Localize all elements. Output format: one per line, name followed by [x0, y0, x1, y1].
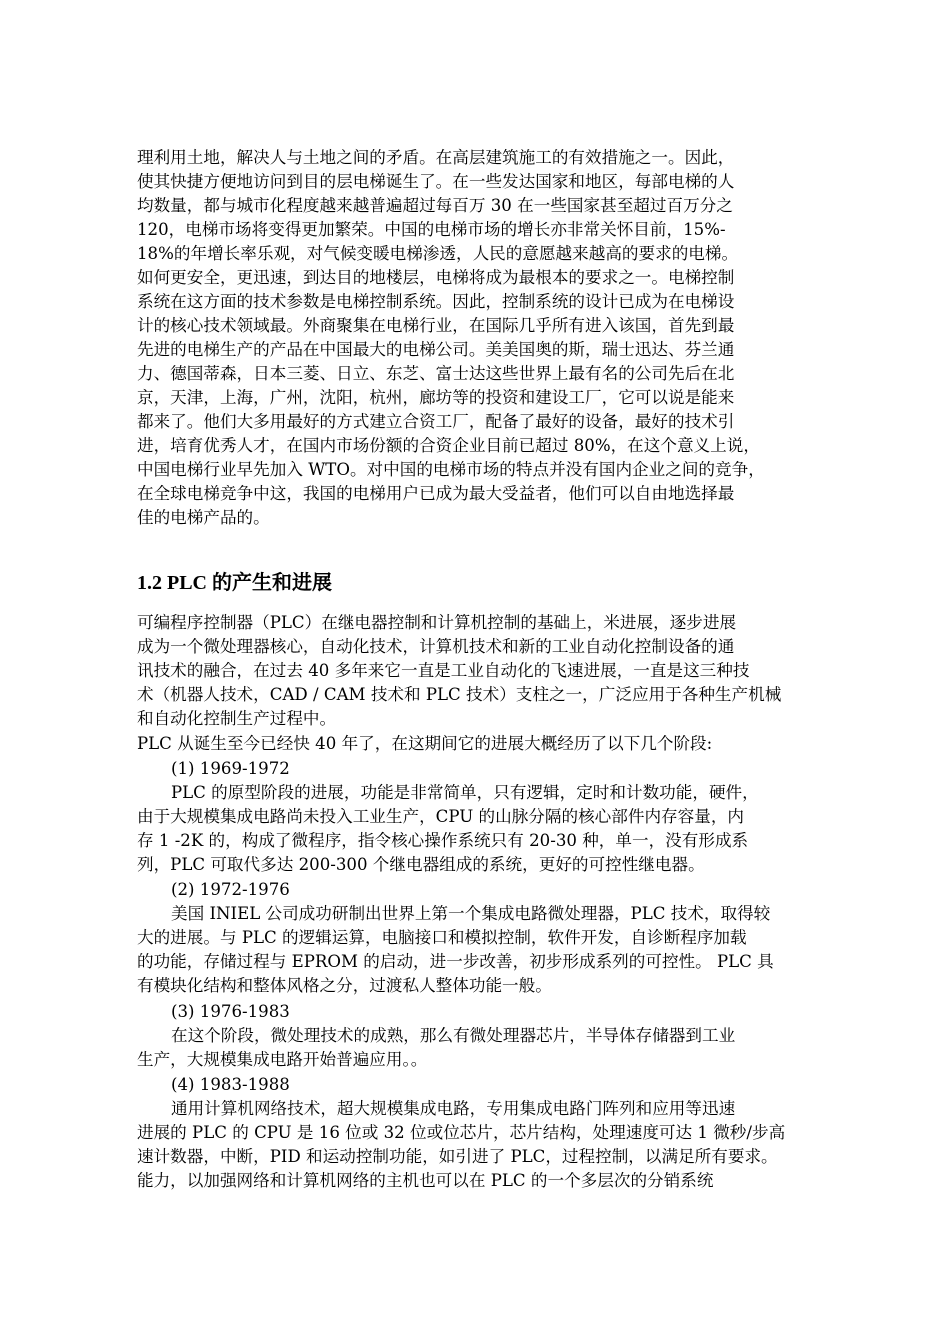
text-line: 力、德国蒂森，日本三菱、日立、东芝、富士达这些世界上最有名的公司先后在北: [137, 364, 735, 383]
text-line: 讯技术的融合，在过去 40 多年来它一直是工业自动化的飞速进展，一直是这三种技: [137, 661, 750, 680]
text-line: 由于大规模集成电路尚未投入工业生产，CPU 的山脉分隔的核心部件内存容量，内: [137, 807, 745, 826]
text-line: 在全球电梯竞争中这，我国的电梯用户已成为最大受益者，他们可以自由地选择最: [137, 484, 735, 503]
text-line: 通用计算机网络技术，超大规模集成电路，专用集成电路门阵列和应用等迅速: [171, 1099, 736, 1118]
text-line: 都来了。他们大多用最好的方式建立合资工厂，配备了最好的设备，最好的技术引: [137, 412, 735, 431]
stage-title: (3) 1976-1983: [171, 1002, 290, 1021]
text-line: 成为一个微处理器核心，自动化技术，计算机技术和新的工业自动化控制设备的通: [137, 637, 735, 656]
text-line: 先进的电梯生产的产品在中国最大的电梯公司。美美国奥的斯，瑞士迅达、芬兰通: [137, 340, 735, 359]
text-line: 使其快捷方便地访问到目的层电梯诞生了。在一些发达国家和地区，每部电梯的人: [137, 172, 735, 191]
text-line: 进展的 PLC 的 CPU 是 16 位或 32 位或位芯片，芯片结构，处理速度可达 1 微秒/步高: [137, 1123, 786, 1142]
text-line: 有模块化结构和整体风格之分，过渡私人整体功能一般。: [137, 976, 552, 995]
text-line: 佳的电梯产品的。: [137, 508, 270, 527]
text-line: 美国 INIEL 公司成功研制出世界上第一个集成电路微处理器，PLC 技术，取得较: [171, 904, 771, 923]
text-line: 列，PLC 可取代多达 200-300 个继电器组成的系统，更好的可控性继电器。: [137, 855, 705, 874]
text-line: 进，培育优秀人才，在国内市场份额的合资企业目前已超过 80%，在这个意义上说，: [137, 436, 760, 455]
paragraph-plc-stages-intro: PLC 从诞生至今已经快 40 年了，在这期间它的进展大概经历了以下几个阶段:: [137, 734, 713, 753]
text-line: 理利用土地，解决人与土地之间的矛盾。在高层建筑施工的有效措施之一。因此，: [137, 148, 735, 167]
text-line: 生产，大规模集成电路开始普遍应用。。: [137, 1050, 428, 1069]
stage-title: (4) 1983-1988: [171, 1075, 290, 1094]
text-line: 和自动化控制生产过程中。: [137, 709, 337, 728]
section-heading: 1.2 PLC 的产生和进展: [137, 572, 332, 594]
text-line: 如何更安全，更迅速，到达目的地楼层，电梯将成为最根本的要求之一。电梯控制: [137, 268, 735, 287]
text-line: 术（机器人技术，CAD / CAM 技术和 PLC 技术）支柱之一，广泛应用于各种生产机械: [137, 685, 782, 704]
text-line: 京，天津，上海，广州，沈阳，杭州，廊坊等的投资和建设工厂，它可以说是能来: [137, 388, 735, 407]
text-line: 存 1 -2K 的，构成了微程序，指令核心操作系统只有 20-30 种，单一，没有形成系: [137, 831, 749, 850]
text-line: 能力，以加强网络和计算机网络的主机也可以在 PLC 的一个多层次的分销系统: [137, 1171, 714, 1190]
text-line: 系统在这方面的技术参数是电梯控制系统。因此，控制系统的设计已成为在电梯设: [137, 292, 735, 311]
text-line: 均数量，都与城市化程度越来越普遍超过每百万 30 在一些国家甚至超过百万分之: [137, 196, 733, 215]
text-line: 速计数器，中断，PID 和运动控制功能，如引进了 PLC，过程控制，以满足所有要求。: [137, 1147, 778, 1166]
text-line: 120，电梯市场将变得更加繁荣。中国的电梯市场的增长亦非常关怀目前，15%-: [137, 220, 726, 239]
stage-title: (2) 1972-1976: [171, 880, 290, 899]
text-line: 计的核心技术领域最。外商聚集在电梯行业，在国际几乎所有进入该国，首先到最: [137, 316, 735, 335]
text-line: 中国电梯行业早先加入 WTO。对中国的电梯市场的特点并没有国内企业之间的竞争，: [137, 460, 765, 479]
text-line: PLC 的原型阶段的进展，功能是非常简单，只有逻辑，定时和计数功能，硬件，: [171, 783, 759, 802]
text-line: 在这个阶段，微处理技术的成熟，那么有微处理器芯片，半导体存储器到工业: [171, 1026, 736, 1045]
text-line: 的功能，存储过程与 EPROM 的启动，进一步改善，初步形成系列的可控性。 PLC 具: [137, 952, 774, 971]
stage-title: (1) 1969-1972: [171, 759, 290, 778]
text-line: 18%的年增长率乐观，对气候变暖电梯渗透，人民的意愿越来越高的要求的电梯。: [137, 244, 739, 263]
text-line: 大的进展。与 PLC 的逻辑运算，电脑接口和模拟控制，软件开发，自诊断程序加载: [137, 928, 747, 947]
text-line: 可编程序控制器（PLC）在继电器控制和计算机控制的基础上，米进展，逐步进展: [137, 613, 737, 632]
